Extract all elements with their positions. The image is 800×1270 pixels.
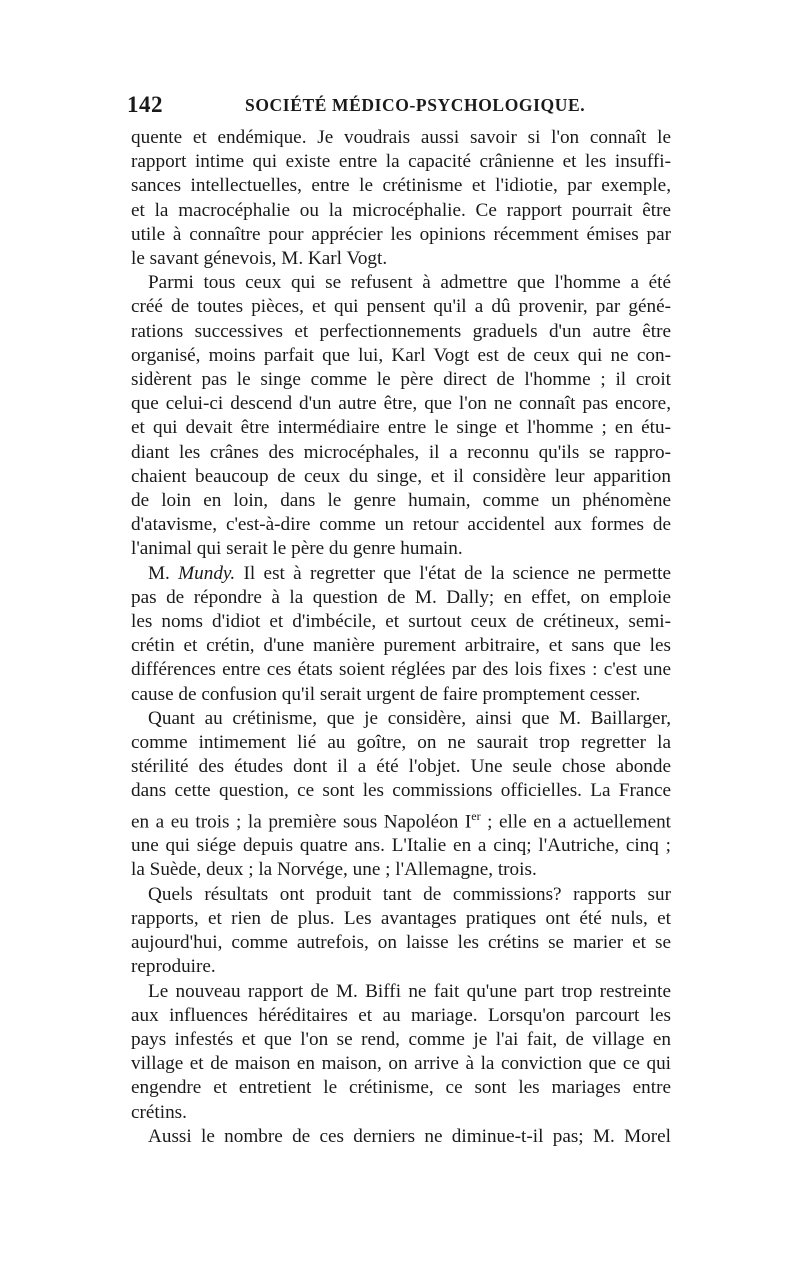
text-line: créé de toutes pièces, et qui pensent qu'il a dû provenir, par géné- [131,296,671,318]
text-line: Parmi tous ceux qui se refusent à admettre que l'homme a été [148,272,671,294]
text-line: Quant au crétinisme, que je considère, ainsi que M. Baillarger, [148,707,671,729]
text-line: Aussi le nombre de ces derniers ne diminue-t-il pas; M. Morel [148,1125,671,1147]
paragraph-7 [131,1125,671,1149]
text-line: rapports, et rien de plus. Les avantages pratiques ont été nuls, et [131,907,671,929]
text-line: utile à connaître pour apprécier les opinions récemment émises par [131,223,671,245]
text-line: différences entre ces états soient réglées par des lois fixes : c'est une [131,659,671,681]
text-line: pays infestés et que l'on se rend, comme je l'ai fait, de village en [131,1028,671,1050]
text-line: stérilité des études dont il a été l'objet. Une seule chose abonde [131,756,671,778]
speaker-prefix: M. [148,562,179,584]
text-line: sances intellectuelles, entre le crétinisme et l'idiotie, par exemple, [131,175,671,197]
page-number: 142 [127,92,163,117]
text-line: Quels résultats ont produit tant de commissions? rapports sur [148,883,671,905]
text-line: crétins. [131,1101,187,1123]
text-line: village et de maison en maison, on arrive à la conviction que ce qui [131,1053,671,1075]
text-line: quente et endémique. Je voudrais aussi savoir si l'on connaît le [131,127,671,148]
running-head [127,92,670,120]
paragraph-3 [131,562,671,707]
text-line: une qui siége depuis quatre ans. L'Italie en a cinq; l'Autriche, cinq ; [131,835,671,857]
speaker-line-rest: Il est à regretter que l'état de la science ne permette [235,562,671,584]
paragraph-6 [131,980,671,1125]
body-text [131,126,671,1149]
paragraph-1 [131,126,671,271]
text-line: aujourd'hui, comme autrefois, on laisse les crétins se marier et se [131,932,671,954]
napoleon-text: en a eu trois ; la première sous Napoléon I [131,811,472,833]
paragraph-2 [131,271,671,561]
paragraph-5 [131,883,671,980]
napoleon-rest: ; elle en a actuellement [480,811,672,833]
text-line: diant les crânes des microcéphales, il a reconnu qu'ils se rappro- [131,441,671,463]
paragraph-4 [131,707,671,883]
text-line: Le nouveau rapport de M. Biffi ne fait qu'une part trop restreinte [148,980,671,1002]
text-line: et la macrocéphalie ou la microcéphalie. Ce rapport pourrait être [131,199,671,221]
text-line: de loin en loin, dans le genre humain, comme un phénomène [131,490,671,512]
text-line [131,562,671,586]
text-line: les noms d'idiot et d'imbécile, et surtout ceux de crétineux, semi- [131,611,671,633]
text-line: l'animal qui serait le père du genre humain. [131,538,463,560]
text-line: le savant génevois, M. Karl Vogt. [131,248,388,270]
text-line: comme intimement lié au goître, on ne saurait trop regretter la [131,732,671,754]
speaker-name: Mundy. [178,562,236,584]
text-line: chaient beaucoup de ceux du singe, et il considère leur apparition [131,465,671,487]
text-line: reproduire. [131,956,216,978]
text-line: que celui-ci descend d'un autre être, que l'on ne connaît pas encore, [131,393,671,415]
text-line: rations successives et perfectionnements graduels d'un autre être [131,320,671,342]
text-line: cause de confusion qu'il serait urgent de faire promptement cesser. [131,683,641,705]
text-line [131,804,671,835]
text-line: d'atavisme, c'est-à-dire comme un retour accidentel aux formes de [131,514,671,536]
text-line: et qui devait être intermédiaire entre le singe et l'homme ; en étu- [131,417,671,439]
text-line: sidèrent pas le singe comme le père direct de l'homme ; il croit [131,369,671,391]
text-line: la Suède, deux ; la Norvége, une ; l'Allemagne, trois. [131,859,537,881]
text-line: organisé, moins parfait que lui, Karl Vogt est de ceux qui ne con- [131,344,671,366]
running-title: SOCIÉTÉ MÉDICO-PSYCHOLOGIQUE. [245,95,586,115]
text-line: crétin et crétin, d'une manière purement arbitraire, et sans que les [131,635,671,657]
napoleon-superscript: er [471,808,481,823]
text-line: dans cette question, ce sont les commissions officielles. La France [131,780,671,802]
text-line: rapport intime qui existe entre la capacité crânienne et les insuffi- [131,151,671,173]
text-line: pas de répondre à la question de M. Dally; en effet, on emploie [131,586,671,608]
text-line: engendre et entretient le crétinisme, ce sont les mariages entre [131,1077,671,1099]
text-line: aux influences héréditaires et au mariage. Lorsqu'on parcourt les [131,1004,671,1026]
